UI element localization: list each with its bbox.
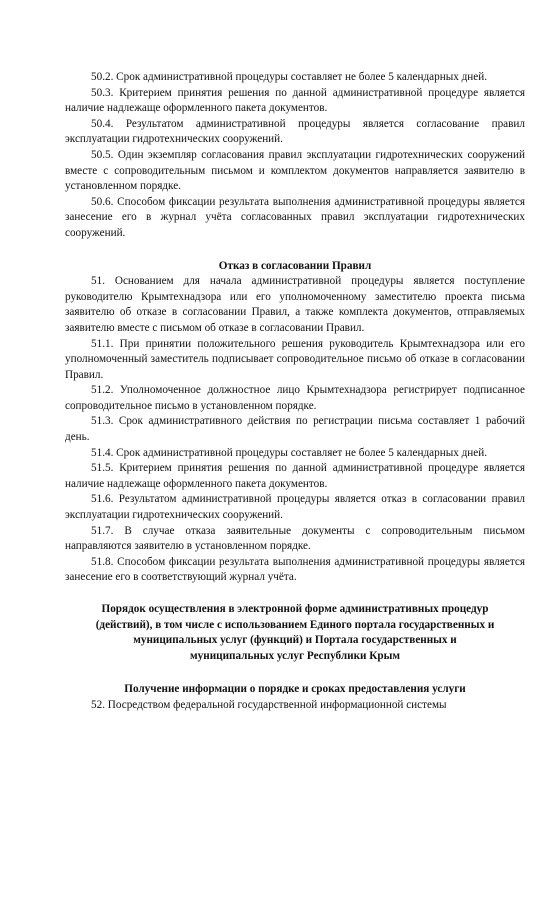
paragraph-51-6: 51.6. Результатом административной процедуры является отказ в согласовании правил эксплуатации гидротехнических сооружений. [65, 493, 525, 522]
paragraph-51-5: 51.5. Критерием принятия решения по данной административной процедуре является наличие надлежаще оформленного пакета документов. [65, 462, 525, 490]
paragraph-51-3: 51.3. Срок административного действия по регистрации письма составляет 1 рабочий день. [65, 415, 525, 444]
paragraph-50-6: 50.6. Способом фиксации результата выполнения административной процедуры является занесение его в журнал учёта согласованных правил эксплуатации гидротехнических сооружений. [65, 195, 525, 239]
paragraph-50-5: 50.5. Один экземпляр согласования правил эксплуатации гидротехнических сооружений вместе с сопроводительным письмом и комплектом документов направляется заявителю в установленном порядке. [65, 148, 525, 193]
paragraph-51-8: 51.8. Способом фиксации результата выполнения административной процедуры является занесение его в соответствующий журнал учёта. [65, 555, 525, 584]
paragraph-52: 52. Посредством федеральной государственной информационной системы [91, 698, 447, 711]
heading-information: Получение информации о порядке и сроках предоставления услуги [124, 683, 466, 696]
paragraph-51-7: 51.7. В случае отказа заявительные документы с сопроводительным письмом направляются заявителю в установленном порядке. [65, 524, 525, 553]
heading-line: муниципальных услуг (функций) и Портала государственных и [133, 634, 457, 647]
paragraph-51-4: 51.4. Срок административной процедуры составляет не более 5 календарных дней. [91, 446, 488, 459]
heading-line: Порядок осуществления в электронной форме административных процедур [101, 603, 489, 615]
heading-line: (действий), в том числе с использованием Единого портала государственных и [95, 618, 495, 631]
paragraph-51: 51. Основанием для начала административной процедуры является поступление руководителю Крымтехнадзора или его уполномоченному заместителю проекта письма заявителю об отказе в согласовании Правил, а также комплекта документов, отправляемых заявителю вместе с письмом об отказе в согласовании Правил. [65, 275, 525, 334]
paragraph-50-4: 50.4. Результатом административной процедуры является согласование правил эксплуатации гидротехнических сооружений. [65, 117, 525, 146]
heading-line: муниципальных услуг Республики Крым [190, 649, 400, 662]
paragraph-51-2: 51.2. Уполномоченное должностное лицо Крымтехнадзора регистрирует подписанное сопроводительное письмо в установленном порядке. [65, 384, 525, 412]
paragraph-50-3: 50.3. Критерием принятия решения по данной административной процедуре является наличие надлежаще оформленного пакета документов. [65, 86, 525, 115]
paragraph-51-1: 51.1. При принятии положительного решения руководитель Крымтехнадзора или его уполномоченный заместитель подписывает сопроводительное письмо об отказе в согласовании Правил. [65, 337, 525, 381]
paragraph-50-2: 50.2. Срок административной процедуры составляет не более 5 календарных дней. [91, 71, 488, 83]
heading-refusal: Отказ в согласовании Правил [218, 259, 372, 272]
heading-electronic-procedures [65, 602, 525, 664]
